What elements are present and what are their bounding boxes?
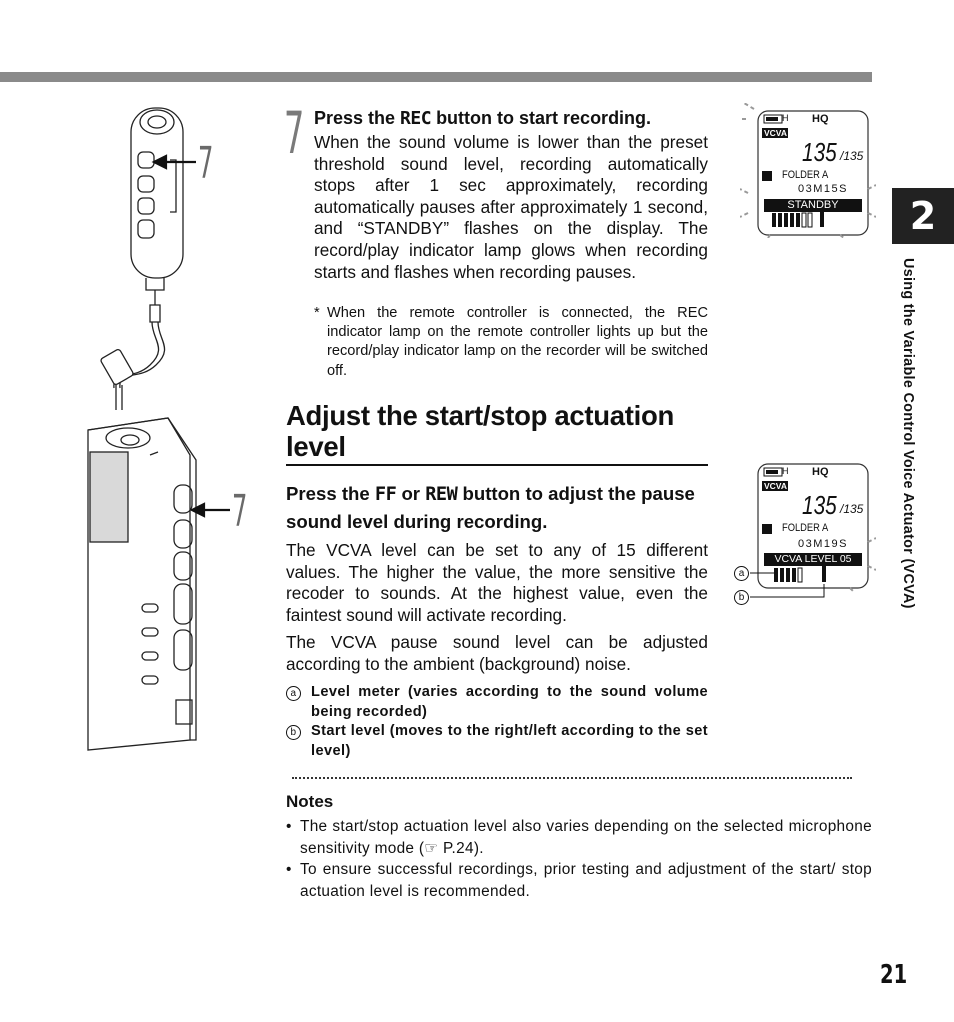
legend-text: Start level (moves to the right/left according to the set level) [311, 723, 708, 759]
ff-key-label: FF [374, 484, 397, 505]
footnote-text: When the remote controller is connected, the REC indicator lamp on the remote controller lights up but the record/play indicator lamp on the recorder will be switched off. [327, 305, 708, 379]
section-title: Adjust the start/stop actuation level [286, 400, 674, 462]
chapter-side-title [898, 258, 916, 678]
notes-title: Notes [286, 792, 334, 811]
recording-time: 03M15S [798, 183, 848, 195]
quality-mode: HQ [812, 466, 829, 478]
step-footnote [314, 304, 708, 381]
rec-key-label: REC [400, 108, 432, 129]
step-body: When the sound volume is lower than the preset threshold sound level, recording automatically stops after 1 sec approximately, recording automatically pauses after approximately 1 second, and “STANDBY” flashes on the display. The record/play indicator lamp glows when recording starts and flashes when recording pauses. [314, 132, 708, 282]
chapter-side-title-text: Using the Variable Control Voice Actuator (VCVA) [900, 258, 916, 609]
chapter-tab: 2 [892, 188, 954, 244]
subheading-text: Press the [286, 483, 375, 504]
file-total: /135 [840, 149, 864, 163]
recorder-illustration [78, 100, 278, 760]
status-standby: STANDBY [764, 199, 862, 212]
recorder-body [88, 418, 196, 750]
legend-item-a [286, 683, 708, 722]
folder-name: FOLDER A [782, 169, 829, 181]
recording-time: 03M19S [798, 538, 848, 550]
figure-step-marker: 7 [198, 138, 214, 189]
section-paragraph-1: The VCVA level can be set to any of 15 different values. The higher the value, the more sensitive the recoder to sounds. At the highest value, even the faintest sound will activate recording. [286, 540, 708, 625]
section-paragraph-2: The VCVA pause sound level can be adjusted according to the ambient (background) noise. [286, 632, 708, 674]
vcva-indicator: VCVA [764, 481, 787, 491]
battery-h: H [782, 466, 789, 476]
callout-b: b [734, 590, 749, 605]
status-vcva-level: VCVA LEVEL 05 [764, 553, 862, 566]
step-heading-text: Press the [314, 108, 401, 128]
note-text: The start/stop actuation level also varies depending on the selected microphone sensitivity mode (☞ P.24). [300, 818, 872, 857]
note-text: To ensure successful recordings, prior testing and adjustment of the start/ stop actuation level is recommended. [300, 861, 872, 900]
notes-divider [292, 777, 852, 779]
file-total: /135 [840, 502, 864, 516]
legend-mark: a [286, 686, 301, 701]
bullet: • [286, 861, 292, 878]
step-heading [314, 108, 651, 129]
section-subheading [286, 480, 710, 535]
notes-list [286, 816, 872, 902]
folder-name: FOLDER A [782, 522, 829, 534]
step-number: 7 [284, 99, 305, 167]
list-item [286, 816, 872, 859]
subheading-text: button to adjust the pause sound level during recording. [286, 483, 695, 532]
step-heading-text: button to start recording. [431, 108, 652, 128]
file-number: 135 [802, 490, 837, 520]
legend-text: Level meter (varies according to the sound volume being recorded) [311, 684, 708, 720]
header-bar [0, 72, 872, 82]
callout-a: a [734, 566, 749, 581]
battery-h: H [782, 113, 789, 123]
legend-mark: b [286, 725, 301, 740]
lcd-display-vcva-level [730, 456, 876, 606]
list-item [286, 859, 872, 902]
vcva-indicator: VCVA [764, 128, 787, 138]
file-number: 135 [802, 137, 837, 167]
subheading-text: or [396, 483, 426, 504]
legend-item-b [286, 722, 708, 761]
page-number: 21 [880, 960, 908, 990]
bullet: • [286, 818, 292, 835]
rew-key-label: REW [425, 484, 458, 505]
remote-controller [100, 108, 183, 410]
footnote-mark: * [314, 305, 320, 321]
section-title-rule [286, 464, 708, 466]
lcd-display-standby [740, 103, 876, 238]
figure-step-marker: 7 [232, 486, 248, 537]
quality-mode: HQ [812, 113, 829, 125]
